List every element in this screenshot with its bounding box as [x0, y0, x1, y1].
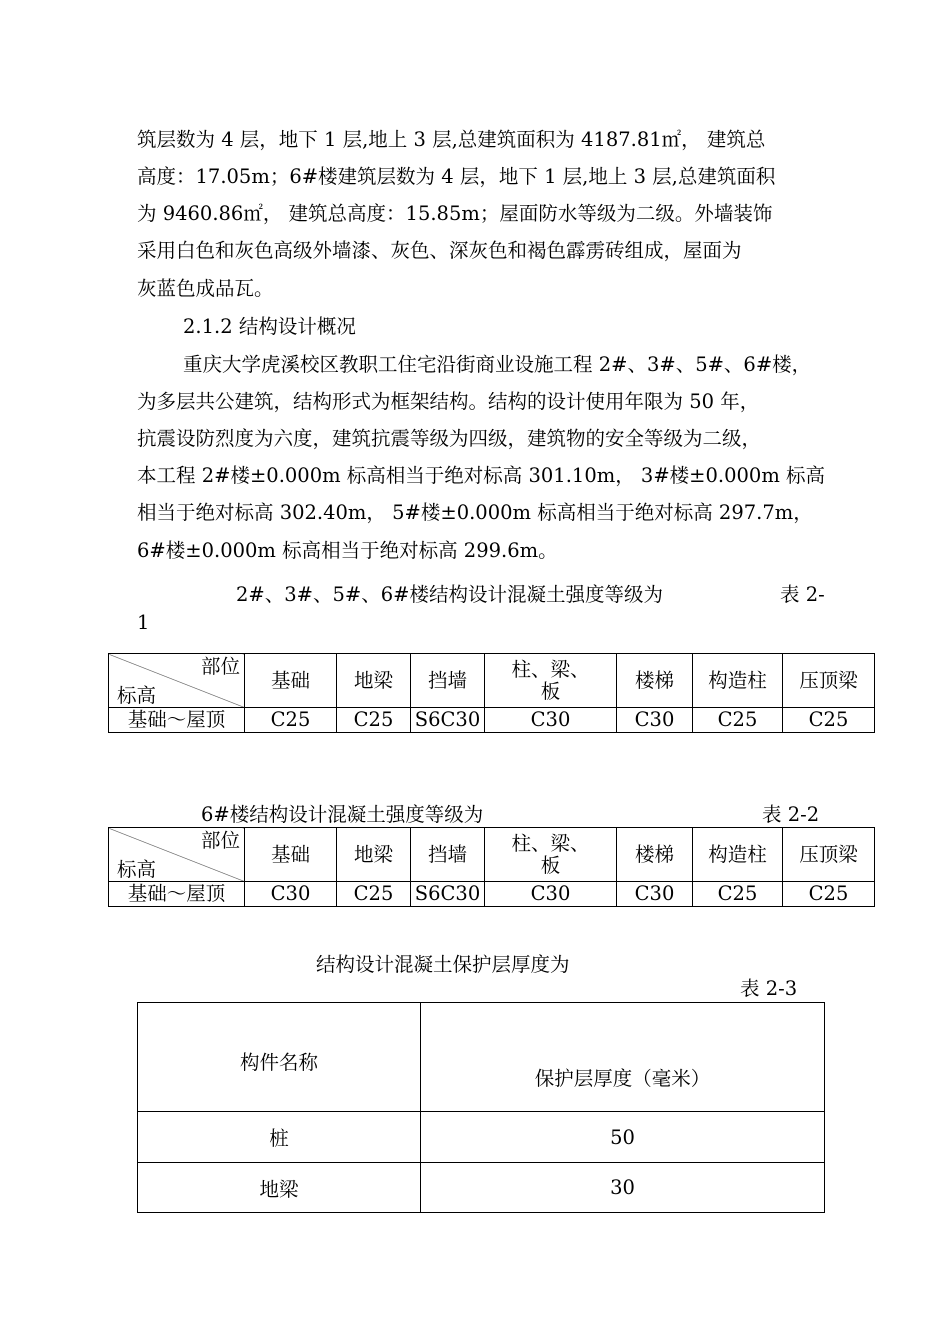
- table3-number: 表 2-3: [740, 977, 798, 1000]
- paragraph-line: 6#楼±0.000m 标高相当于绝对标高 299.6m。: [137, 539, 558, 562]
- paragraph-line: 重庆大学虎溪校区教职工住宅沿街商业设施工程 2#、3#、5#、6#楼，: [183, 353, 812, 376]
- table2-caption: 6#楼结构设计混凝土强度等级为: [201, 803, 484, 826]
- column-header: 基础: [245, 654, 337, 708]
- row-label: 基础～屋顶: [109, 708, 245, 733]
- column-header: [485, 654, 617, 708]
- table-cell: S6C30: [411, 708, 485, 733]
- table-cell: S6C30: [411, 882, 485, 907]
- table3-caption: 结构设计混凝土保护层厚度为: [316, 953, 570, 976]
- paragraph-line: 抗震设防烈度为六度，建筑抗震等级为四级，建筑物的安全等级为二级，: [137, 427, 762, 450]
- column-header: 楼梯: [617, 828, 693, 882]
- column-header: 压顶梁: [783, 828, 875, 882]
- concrete-grade-table-1: [108, 653, 875, 733]
- row-label: 基础～屋顶: [109, 882, 245, 907]
- table-cell: C25: [693, 708, 783, 733]
- diag-top-label: 部位: [200, 655, 240, 678]
- table1-number: 表 2-: [780, 583, 825, 606]
- diag-bottom-label: 标高: [117, 858, 157, 881]
- table-cell: 50: [421, 1112, 825, 1163]
- concrete-grade-table-2: [108, 827, 875, 907]
- table-cell: C25: [245, 708, 337, 733]
- column-header: 挡墙: [411, 654, 485, 708]
- column-header: 楼梯: [617, 654, 693, 708]
- table-cell: C30: [617, 708, 693, 733]
- paragraph-line: 为 9460.86㎡， 建筑总高度：15.85m；屋面防水等级为二级。外墙装饰: [137, 202, 773, 225]
- column-header: [138, 1003, 421, 1112]
- diag-top-label: 部位: [200, 829, 240, 852]
- table-cell: C30: [485, 708, 617, 733]
- column-header: 构造柱: [693, 828, 783, 882]
- table-cell: 30: [421, 1163, 825, 1213]
- table-cell: 桩: [138, 1112, 421, 1163]
- diag-bottom-label: 标高: [117, 684, 157, 707]
- column-header: 压顶梁: [783, 654, 875, 708]
- table1-number-wrap: 1: [137, 611, 150, 634]
- column-header: [485, 828, 617, 882]
- table2-number: 表 2-2: [762, 803, 820, 826]
- column-header: [421, 1003, 825, 1112]
- table-cell: C30: [485, 882, 617, 907]
- section-heading: 2.1.2 结构设计概况: [183, 315, 356, 338]
- paragraph-line: 采用白色和灰色高级外墙漆、灰色、深灰色和褐色霹雳砖组成，屋面为: [137, 239, 742, 262]
- table1-caption: 2#、3#、5#、6#楼结构设计混凝土强度等级为: [236, 583, 663, 606]
- column-header: 基础: [245, 828, 337, 882]
- column-header-text: 柱、梁、板: [511, 657, 590, 703]
- paragraph-line: 高度：17.05m；6#楼建筑层数为 4 层，地下 1 层,地上 3 层,总建筑面积: [137, 165, 776, 188]
- table-cell: C25: [693, 882, 783, 907]
- paragraph-line: 本工程 2#楼±0.000m 标高相当于绝对标高 301.10m， 3#楼±0.000m 标高: [137, 464, 826, 487]
- table-cell: C30: [245, 882, 337, 907]
- column-header-text: 柱、梁、板: [511, 831, 590, 877]
- table-cell: C25: [783, 882, 875, 907]
- diagonal-header-cell: [109, 654, 245, 708]
- table-cell: C30: [617, 882, 693, 907]
- column-header-text: 构件名称: [239, 1051, 318, 1074]
- paragraph-line: 筑层数为 4 层，地下 1 层,地上 3 层,总建筑面积为 4187.81㎡， 建筑总: [137, 128, 766, 151]
- table-cell: C25: [337, 882, 411, 907]
- column-header: 构造柱: [693, 654, 783, 708]
- table-cell: C25: [337, 708, 411, 733]
- paragraph-line: 相当于绝对标高 302.40m， 5#楼±0.000m 标高相当于绝对标高 297.7m，: [137, 501, 813, 524]
- diagonal-header-cell: [109, 828, 245, 882]
- table-cell: 地梁: [138, 1163, 421, 1213]
- paragraph-line: 灰蓝色成品瓦。: [137, 277, 274, 300]
- column-header-text: 保护层厚度（毫米）: [534, 1067, 711, 1090]
- cover-thickness-table: [137, 1002, 825, 1213]
- paragraph-line: 为多层共公建筑，结构形式为框架结构。结构的设计使用年限为 50 年，: [137, 390, 760, 413]
- column-header: 地梁: [337, 654, 411, 708]
- column-header: 地梁: [337, 828, 411, 882]
- column-header: 挡墙: [411, 828, 485, 882]
- table-cell: C25: [783, 708, 875, 733]
